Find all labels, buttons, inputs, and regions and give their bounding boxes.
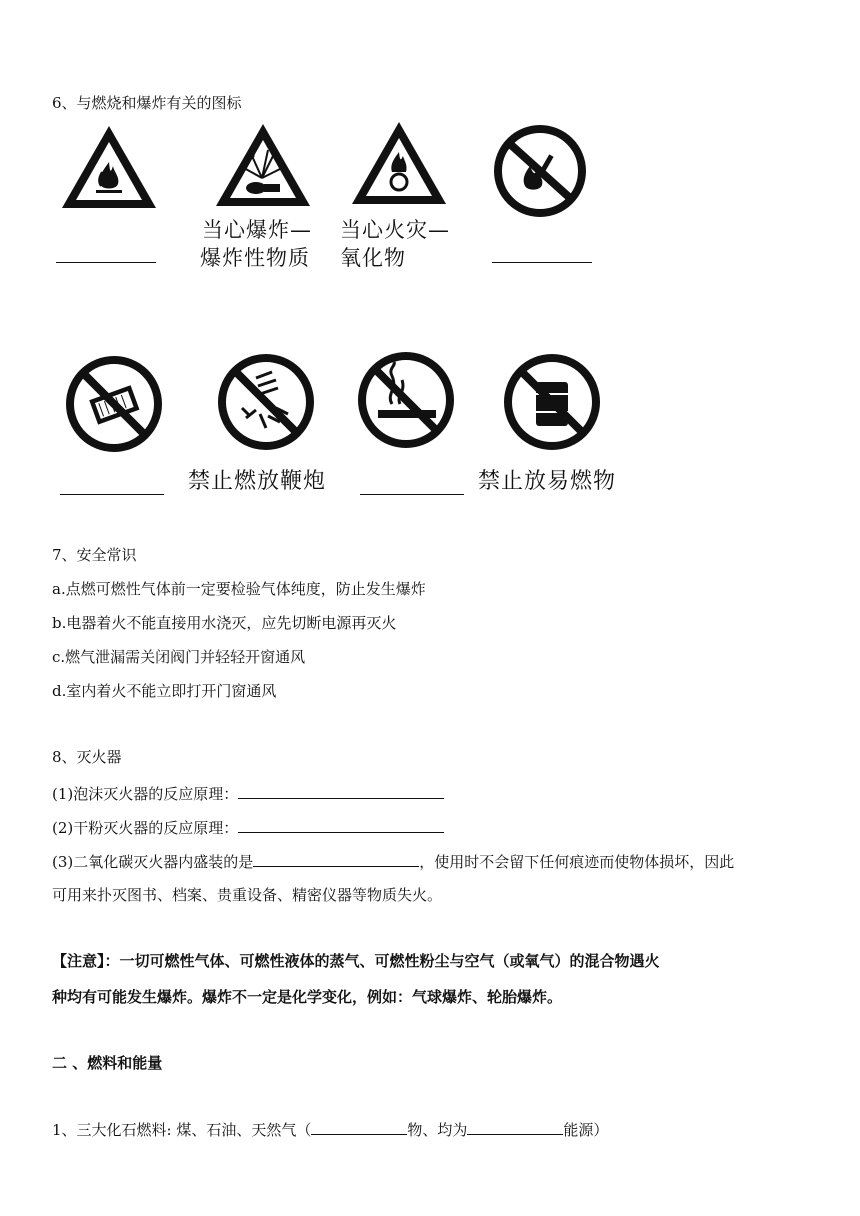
no-matches-icon — [64, 354, 164, 454]
safety-item-b: b.电器着火不能直接用水浇灭，应先切断电源再灭火 — [52, 614, 397, 632]
explosive-warning-icon — [212, 120, 314, 212]
part-2-heading: 二 、燃料和能量 — [52, 1054, 163, 1072]
fossil-fuel-pre: 1、三大化石燃料: 煤、石油、天然气（ — [52, 1121, 312, 1139]
fossil-fuel-line — [52, 1118, 608, 1140]
answer-blank-1[interactable] — [56, 262, 156, 263]
extinguisher-q2 — [52, 816, 444, 838]
q1-label: (1)泡沫灭火器的反应原理： — [52, 785, 239, 803]
fossil-blank-1[interactable] — [311, 1118, 407, 1135]
q3-blank[interactable] — [253, 850, 419, 867]
extinguisher-q3-line2: 可用来扑灭图书、档案、贵重设备、精密仪器等物质失火。 — [52, 886, 443, 904]
caption-oxidizer-2: 氧化物 — [340, 246, 406, 270]
safety-item-c: c.燃气泄漏需关闭阀门并轻轻开窗通风 — [52, 648, 306, 666]
note-line-1 — [52, 950, 660, 971]
caption-no-flammables: 禁止放易燃物 — [478, 469, 617, 494]
q1-blank[interactable] — [238, 782, 444, 799]
no-fire-icon — [490, 124, 590, 218]
q2-label: (2)干粉灭火器的反应原理： — [52, 819, 239, 837]
q2-blank[interactable] — [238, 816, 444, 833]
note-line-2: 种均有可能发生爆炸。爆炸不一定是化学变化，例如：气球爆炸、轮胎爆炸。 — [52, 988, 563, 1006]
answer-blank-4[interactable] — [360, 494, 464, 495]
answer-blank-2[interactable] — [492, 262, 592, 263]
no-flammables-icon — [502, 352, 602, 452]
safety-item-d: d.室内着火不能立即打开门窗通风 — [52, 682, 277, 700]
no-smoking-icon — [356, 348, 456, 452]
caption-explosive-2: 爆炸性物质 — [200, 246, 310, 270]
note-label: 【注意】 — [52, 952, 105, 970]
answer-blank-3[interactable] — [60, 494, 164, 495]
fossil-blank-2[interactable] — [467, 1118, 563, 1135]
caption-explosive-1: 当心爆炸— — [202, 218, 312, 242]
extinguisher-q1 — [52, 782, 444, 804]
note-text-1: ：一切可燃性气体、可燃性液体的蒸气、可燃性粉尘与空气（或氧气）的混合物遇火 — [104, 952, 660, 970]
q3-label-post: ，使用时不会留下任何痕迹而使物体损坏，因此 — [419, 853, 735, 871]
safety-item-a: a.点燃可燃性气体前一定要检验气体纯度，防止发生爆炸 — [52, 580, 426, 598]
caption-oxidizer-1: 当心火灾— — [340, 218, 450, 242]
q3-label-pre: (3)二氧化碳灭火器内盛装的是 — [52, 853, 254, 871]
caption-no-firecrackers: 禁止燃放鞭炮 — [188, 469, 327, 494]
flammable-warning-icon — [58, 122, 160, 214]
fossil-fuel-post: 能源） — [563, 1121, 609, 1139]
section-8-heading: 8、灭火器 — [52, 748, 122, 766]
section-6-heading: 6、与燃烧和爆炸有关的图标 — [52, 94, 242, 112]
extinguisher-q3 — [52, 850, 734, 872]
oxidizer-warning-icon — [348, 118, 450, 210]
section-7-heading: 7、安全常识 — [52, 546, 137, 564]
no-firecrackers-icon — [216, 352, 316, 452]
fossil-fuel-mid: 物、均为 — [407, 1121, 468, 1139]
